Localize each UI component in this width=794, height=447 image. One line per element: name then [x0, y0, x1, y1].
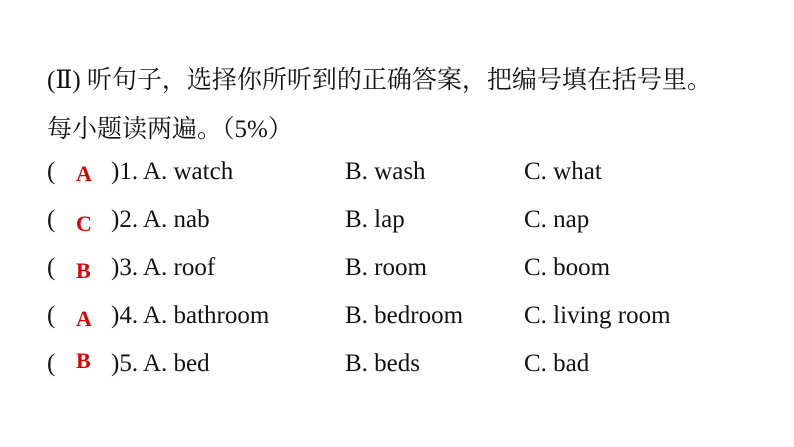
answer-mark: C [76, 211, 92, 236]
answer-paren: ( [47, 254, 56, 281]
answer-mark: A [76, 161, 92, 186]
answer-mark: A [76, 306, 92, 331]
option-a: )2. A. nab [111, 206, 210, 233]
option-c: C. bad [524, 350, 590, 377]
option-b: B. room [345, 254, 427, 281]
option-c: C. boom [524, 254, 611, 281]
answer-mark: B [76, 348, 91, 373]
option-b: B. bedroom [345, 302, 464, 329]
option-b: B. wash [345, 158, 426, 185]
option-a: )4. A. bathroom [111, 302, 270, 329]
option-a: )1. A. watch [111, 158, 234, 185]
section-instruction-note: 每小题读两遍。（5%） [47, 116, 293, 143]
section-instruction: (Ⅱ) 听句子，选择你所听到的正确答案，把编号填在括号里。 [47, 67, 712, 94]
answer-mark: B [76, 258, 91, 283]
option-a: )5. A. bed [111, 350, 210, 377]
answer-paren: ( [47, 206, 56, 233]
option-c: C. nap [524, 206, 590, 233]
answer-paren: ( [47, 302, 56, 329]
answer-paren: ( [47, 158, 56, 185]
answer-paren: ( [47, 350, 56, 377]
option-b: B. lap [345, 206, 405, 233]
option-c: C. what [524, 158, 602, 185]
option-c: C. living room [524, 302, 671, 329]
option-a: )3. A. roof [111, 254, 216, 281]
option-b: B. beds [345, 350, 420, 377]
